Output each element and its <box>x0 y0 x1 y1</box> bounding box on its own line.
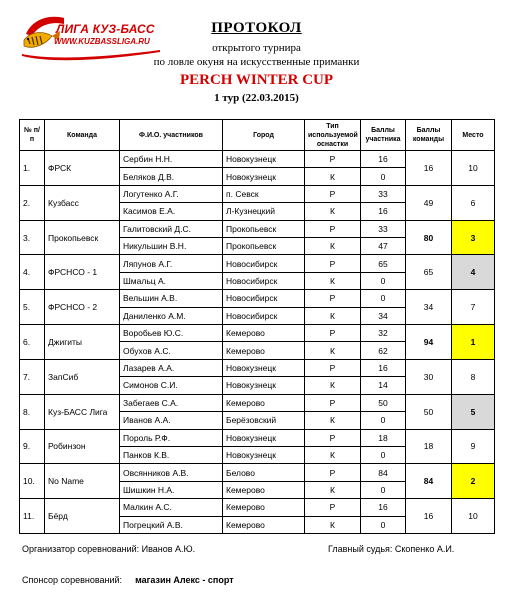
member-name: Овсянников А.В. <box>120 464 223 481</box>
member-name: Шишкин Н.А. <box>120 481 223 498</box>
member-bait-type: Р <box>305 325 361 342</box>
team-name: Бёрд <box>45 499 120 534</box>
team-number: 7. <box>20 359 45 394</box>
col-header-bait: Тип используемой оснастки <box>305 120 361 151</box>
member-bait-type: К <box>305 342 361 359</box>
member-score: 18 <box>361 429 406 446</box>
organizer-line: Организатор соревнований: Иванов А.Ю. <box>22 544 196 554</box>
member-bait-type: К <box>305 516 361 533</box>
member-name: Симонов С.И. <box>120 377 223 394</box>
table-row <box>20 255 495 272</box>
team-name: Робинзон <box>45 429 120 464</box>
logo-url: WWW.KUZBASSLIGA.RU <box>54 37 150 46</box>
team-number: 5. <box>20 290 45 325</box>
team-name: Прокопьевск <box>45 220 120 255</box>
team-points: 16 <box>406 499 452 534</box>
team-number: 3. <box>20 220 45 255</box>
team-name: No Name <box>45 464 120 499</box>
member-bait-type: Р <box>305 464 361 481</box>
protocol-subtitle-2: по ловле окуня на искусственные приманки <box>153 56 360 68</box>
col-header-fio: Ф.И.О. участников <box>120 120 223 151</box>
member-score: 16 <box>361 499 406 516</box>
team-number: 1. <box>20 151 45 186</box>
team-points: 16 <box>406 151 452 186</box>
member-city: Новокузнецк <box>223 359 305 376</box>
team-number: 2. <box>20 185 45 220</box>
member-name: Малкин А.С. <box>120 499 223 516</box>
col-header-team: Команда <box>45 120 120 151</box>
results-body <box>20 151 495 534</box>
team-points: 50 <box>406 394 452 429</box>
sponsor-value: магазин Алекс - спорт <box>135 575 234 585</box>
member-city: Л-Кузнецкий <box>223 203 305 220</box>
cup-title: PERCH WINTER CUP <box>179 72 334 88</box>
col-header-city: Город <box>223 120 305 151</box>
team-place: 3 <box>452 220 495 255</box>
member-bait-type: Р <box>305 394 361 411</box>
member-score: 16 <box>361 359 406 376</box>
team-number: 10. <box>20 464 45 499</box>
table-row <box>20 359 495 376</box>
member-name: Галитовский Д.С. <box>120 220 223 237</box>
member-bait-type: К <box>305 307 361 324</box>
team-name: Кузбасс <box>45 185 120 220</box>
member-city: Новокузнецк <box>223 377 305 394</box>
member-score: 0 <box>361 412 406 429</box>
member-city: Прокопьевск <box>223 220 305 237</box>
member-bait-type: Р <box>305 359 361 376</box>
team-number: 11. <box>20 499 45 534</box>
team-place: 8 <box>452 359 495 394</box>
member-city: Прокопьевск <box>223 238 305 255</box>
member-score: 0 <box>361 481 406 498</box>
member-score: 33 <box>361 185 406 202</box>
member-city: Кемерово <box>223 325 305 342</box>
team-points: 65 <box>406 255 452 290</box>
member-score: 0 <box>361 290 406 307</box>
member-bait-type: Р <box>305 255 361 272</box>
round-date: 1 тур (22.03.2015) <box>214 92 299 104</box>
sponsor-line <box>22 575 234 585</box>
member-bait-type: Р <box>305 151 361 168</box>
member-score: 16 <box>361 203 406 220</box>
team-place: 4 <box>452 255 495 290</box>
member-name: Вельшин А.В. <box>120 290 223 307</box>
team-place: 5 <box>452 394 495 429</box>
member-city: Новосибирск <box>223 255 305 272</box>
member-bait-type: Р <box>305 429 361 446</box>
judge-line: Главный судья: Скопенко А.И. <box>328 544 455 554</box>
member-score: 14 <box>361 377 406 394</box>
member-score: 47 <box>361 238 406 255</box>
table-row <box>20 185 495 202</box>
member-city: Кемерово <box>223 481 305 498</box>
member-bait-type: Р <box>305 499 361 516</box>
member-bait-type: К <box>305 377 361 394</box>
member-bait-type: Р <box>305 220 361 237</box>
team-place: 6 <box>452 185 495 220</box>
member-name: Забегаев С.А. <box>120 394 223 411</box>
team-place: 10 <box>452 151 495 186</box>
member-bait-type: К <box>305 203 361 220</box>
member-name: Воробьев Ю.С. <box>120 325 223 342</box>
member-score: 0 <box>361 168 406 185</box>
member-bait-type: Р <box>305 185 361 202</box>
logo-title: ЛИГА КУЗ-БАСС <box>56 22 155 36</box>
table-row <box>20 325 495 342</box>
col-header-place: Место <box>452 120 495 151</box>
team-number: 4. <box>20 255 45 290</box>
member-name: Логутенко А.Г. <box>120 185 223 202</box>
member-city: Новосибирск <box>223 272 305 289</box>
member-name: Лазарев А.А. <box>120 359 223 376</box>
table-row <box>20 464 495 481</box>
member-name: Беляков Д.В. <box>120 168 223 185</box>
member-city: Кемерово <box>223 499 305 516</box>
team-place: 9 <box>452 429 495 464</box>
member-score: 33 <box>361 220 406 237</box>
member-bait-type: К <box>305 446 361 463</box>
table-header-row <box>20 120 495 151</box>
team-place: 10 <box>452 499 495 534</box>
protocol-title: ПРОТОКОЛ <box>211 20 302 36</box>
member-name: Погрецкий А.В. <box>120 516 223 533</box>
table-row <box>20 394 495 411</box>
col-header-num: № п/п <box>20 120 45 151</box>
team-name: ЗапСиб <box>45 359 120 394</box>
member-score: 32 <box>361 325 406 342</box>
member-name: Пороль Р.Ф. <box>120 429 223 446</box>
member-score: 0 <box>361 272 406 289</box>
member-city: Берёзовский <box>223 412 305 429</box>
member-name: Никульшин В.Н. <box>120 238 223 255</box>
team-name: ФРСНСО - 2 <box>45 290 120 325</box>
table-row <box>20 429 495 446</box>
table-row <box>20 151 495 168</box>
member-name: Обухов А.С. <box>120 342 223 359</box>
team-number: 6. <box>20 325 45 360</box>
member-city: Новосибирск <box>223 290 305 307</box>
member-city: Новокузнецк <box>223 446 305 463</box>
member-name: Даниленко А.М. <box>120 307 223 324</box>
team-place: 2 <box>452 464 495 499</box>
table-row <box>20 290 495 307</box>
member-name: Ляпунов А.Г. <box>120 255 223 272</box>
table-row <box>20 220 495 237</box>
member-score: 34 <box>361 307 406 324</box>
member-name: Сербин Н.Н. <box>120 151 223 168</box>
member-score: 16 <box>361 151 406 168</box>
team-points: 80 <box>406 220 452 255</box>
member-bait-type: К <box>305 481 361 498</box>
col-header-points-team: Баллы команды <box>406 120 452 151</box>
member-bait-type: Р <box>305 290 361 307</box>
member-city: Кемерово <box>223 394 305 411</box>
member-score: 0 <box>361 446 406 463</box>
member-city: Кемерово <box>223 516 305 533</box>
team-number: 9. <box>20 429 45 464</box>
member-city: Кемерово <box>223 342 305 359</box>
member-score: 0 <box>361 516 406 533</box>
member-score: 50 <box>361 394 406 411</box>
member-score: 84 <box>361 464 406 481</box>
protocol-subtitle-1: открытого турнира <box>212 42 301 54</box>
results-table <box>19 119 495 534</box>
team-points: 84 <box>406 464 452 499</box>
member-name: Шмальц А. <box>120 272 223 289</box>
sponsor-label: Спонсор соревнований: <box>22 575 123 585</box>
table-row <box>20 499 495 516</box>
team-name: Куз-БАСС Лига <box>45 394 120 429</box>
member-bait-type: К <box>305 272 361 289</box>
team-points: 30 <box>406 359 452 394</box>
team-place: 1 <box>452 325 495 360</box>
member-city: Новокузнецк <box>223 429 305 446</box>
team-number: 8. <box>20 394 45 429</box>
team-points: 94 <box>406 325 452 360</box>
member-bait-type: К <box>305 168 361 185</box>
team-name: Джигиты <box>45 325 120 360</box>
member-city: Новосибирск <box>223 307 305 324</box>
member-bait-type: К <box>305 412 361 429</box>
member-bait-type: К <box>305 238 361 255</box>
team-place: 7 <box>452 290 495 325</box>
member-score: 65 <box>361 255 406 272</box>
team-name: ФРСНСО - 1 <box>45 255 120 290</box>
member-city: Новокузнецк <box>223 168 305 185</box>
member-score: 62 <box>361 342 406 359</box>
member-name: Касимов Е.А. <box>120 203 223 220</box>
member-name: Иванов А.А. <box>120 412 223 429</box>
team-name: ФРСК <box>45 151 120 186</box>
team-points: 34 <box>406 290 452 325</box>
member-name: Панков К.В. <box>120 446 223 463</box>
team-points: 18 <box>406 429 452 464</box>
member-city: Новокузнецк <box>223 151 305 168</box>
member-city: Белово <box>223 464 305 481</box>
member-city: п. Севск <box>223 185 305 202</box>
col-header-points-member: Баллы участника <box>361 120 406 151</box>
team-points: 49 <box>406 185 452 220</box>
